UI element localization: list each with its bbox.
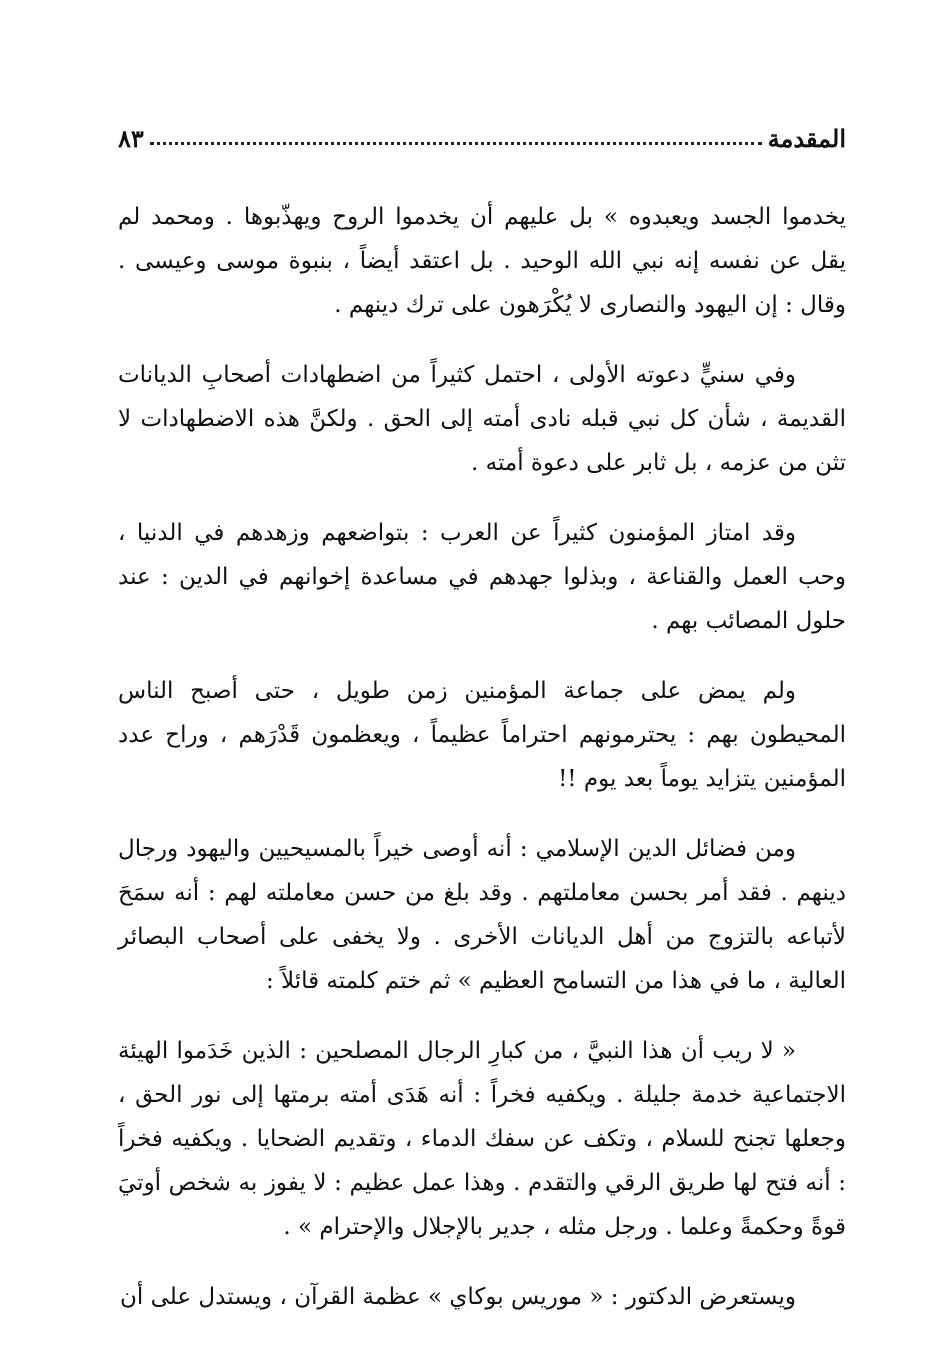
- dotted-leader: [150, 142, 762, 145]
- paragraph: يخدموا الجسد ويعبدوه » بل عليهم أن يخدموا الروح ويهذّبوها . ومحمد لم يقل عن نفسه إنه نبي الله الوحيد . بل اعتقد أيضاً ، بنبوة موسى وعيسى . وقال : إن اليهود والنصارى لا يُكْرَهون على ترك دينهم .: [118, 204, 846, 318]
- paragraph: ولم يمض على جماعة المؤمنين زمن طويل ، حتى أصبح الناس المحيطون بهم : يحترمونهم احتراماً عظيماً ، ويعظمون قَدْرَهم ، وراح عدد المؤمنين يتزايد يوماً بعد يوم !!: [118, 678, 846, 792]
- paragraph: ومن فضائل الدين الإسلامي : أنه أوصى خيراً بالمسيحيين واليهود ورجال دينهم . فقد أمر بحسن معاملتهم . وقد بلغ من حسن معاملته لهم : أنه سمَحَ لأتباعه بالتزوج من أهل الديانات الأخرى . ولا يخفى على أصحاب البصائر العالية ، ما في هذا من التسامح العظيم » ثم ختم كلمته قائلاً :: [118, 836, 846, 994]
- section-title: المقدمة: [767, 123, 846, 153]
- quote-paragraph: « لا ريب أن هذا النبيَّ ، من كبارِ الرجال المصلحين : الذين خَدَموا الهيئة الاجتماعية خدمة جليلة . ويكفيه فخراً : أنه هَدَى أمته برمتها إلى نور الحق ، وجعلها تجنح للسلام ، وتكف عن سفك الدماء ، وتقديم الضحايا . ويكفيه فخراً : أنه فتح لها طريق الرقي والتقدم . وهذا عمل عظيم : لا يفوز به شخص أوتيَ قوةً وحكمةً وعلما . ورجل مثله ، جدير بالإجلال والإحترام » .: [118, 1038, 846, 1240]
- page-number: ٨٣: [118, 123, 144, 153]
- paragraph: وفي سنيٍّ دعوته الأولى ، احتمل كثيراً من اضطهادات أصحابِ الديانات القديمة ، شأن كل نبي قبله نادى أمته إلى الحق . ولكنَّ هذه الاضطهادات لا تثن من عزمه ، بل ثابر على دعوة أمته .: [118, 362, 846, 476]
- paragraph: وقد امتاز المؤمنون كثيراً عن العرب : بتواضعهم وزهدهم في الدنيا ، وحب العمل والقناعة ، وبذلوا جهدهم في مساعدة إخوانهم في الدين : عند حلول المصائب بهم .: [118, 520, 846, 634]
- running-header: [118, 118, 846, 158]
- body-text: [118, 195, 846, 1345]
- paragraph: ويستعرض الدكتور : « موريس بوكاي » عظمة القرآن ، ويستدل على أن: [120, 1284, 796, 1310]
